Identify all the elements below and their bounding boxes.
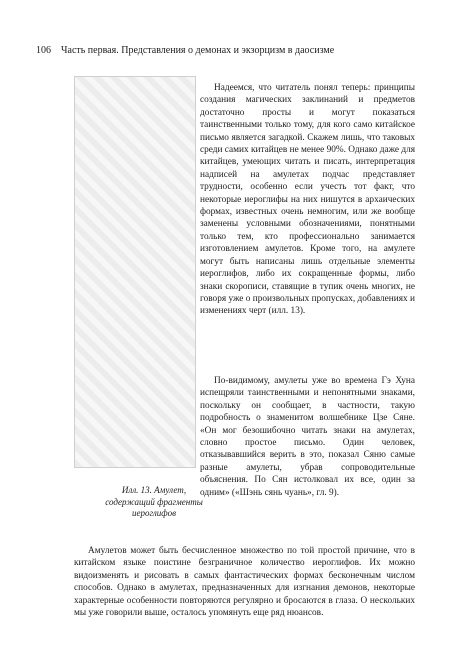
amulet-illustration — [74, 76, 196, 468]
running-header — [36, 44, 426, 58]
caption-line: иероглифов — [132, 508, 176, 518]
figure-caption — [94, 485, 214, 520]
text-column — [200, 375, 415, 499]
running-title: Часть первая. Представления о демонах и экзорцизм в даосизме — [61, 45, 335, 56]
paragraph: Амулетов может быть бесчисленное множество по той простой причине, что в китайском языке поистине безграничное количество иероглифов. Их можно видоизменять и рисовать в самых фантастических формах бесконечным числом способов. Однако в амулетах, предназначенных для изгнания демонов, некоторые характерные особенности повторяются регулярно и бросаются в глаза. О нескольких мы уже говорили выше, осталось упомянуть еще ряд нюансов. — [74, 546, 415, 619]
page-number: 106 — [36, 45, 51, 56]
caption-line: содержащий фрагменты — [105, 496, 203, 507]
paragraph: По-видимому, амулеты уже во времена Гэ Хуна испещряли таинственными и непонятными знаками, поскольку он сообщает, в частности, такую подробность о знаменитом волшебнике Цзе Сяне. «Он мог безошибочно читать знаки на амулетах, словно простое письмо. Один человек, отказывавшийся верить в это, показал Сяню самые разные амулеты, убрав сопроводительные объяснения. По Сян истолковал их все, один за одним» («Шэнь сянь чуань», гл. 9). — [200, 376, 415, 498]
caption-line: Илл. 13. Амулет, — [121, 485, 187, 495]
full-width-text — [74, 545, 415, 619]
paragraph: Надеемся, что читатель понял теперь: принципы создания магических заклинаний и предметов достаточно просты и могут показаться таинственными только тому, для кого само китайское письмо является загадкой. Скажем лишь, что таковых среди самих китайцев не менее 90%. Однако даже для китайцев, умеющих читать и писать, интерпретация надписей на амулетах подчас представляет трудности, особенно если учесть тот факт, что некоторые иероглифы на них нишутся в архаических формах, известных очень немногим, или же вообще заменены условными обозначениями, понятными только тем, кто профессионально занимается изготовлением амулетов. Кроме того, на амулете могут быть написаны лишь отдельные элементы иероглифов, либо их сокращенные формы, либо знаки скорописи, ставящие в тупик очень многих, не говоря уже о произвольных пропусках, добавлениях и изменениях черт (илл. 13). — [200, 83, 415, 317]
text-column — [200, 82, 415, 318]
